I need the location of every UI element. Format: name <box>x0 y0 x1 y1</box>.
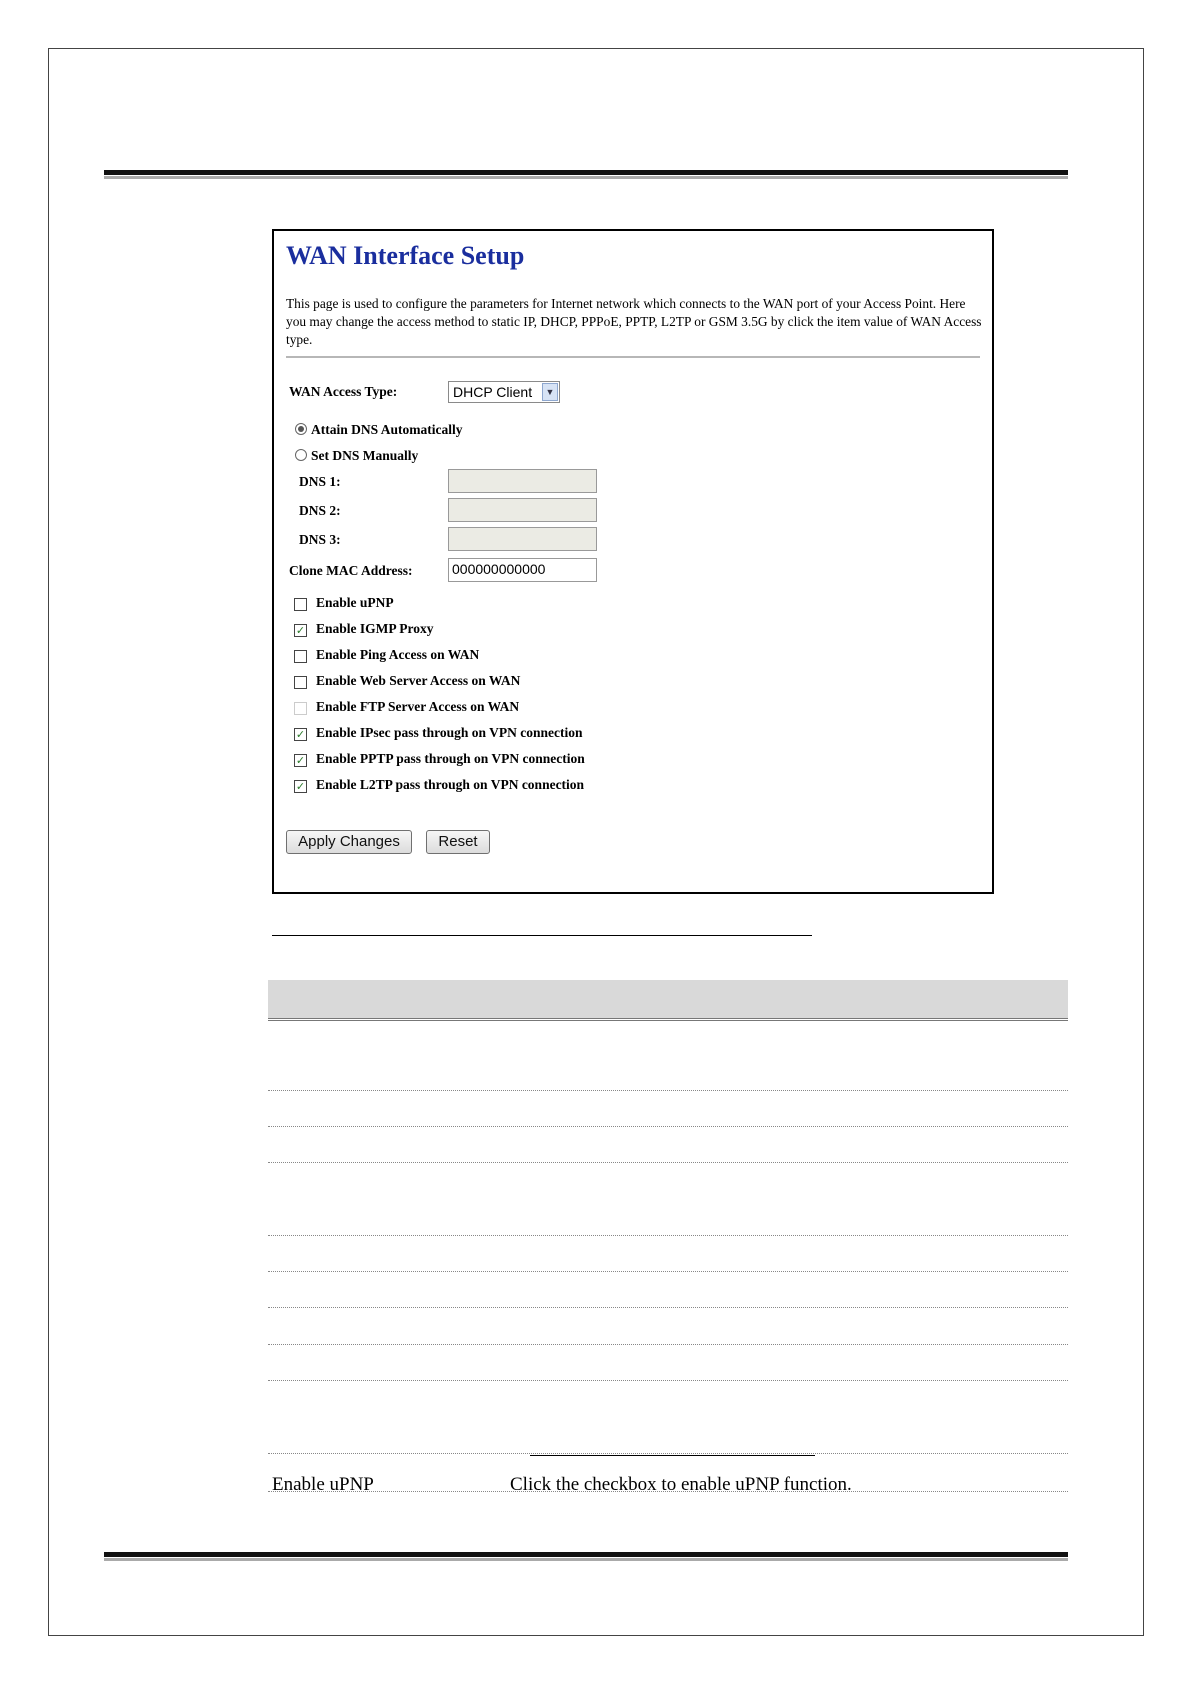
wan-setup-screenshot <box>272 229 994 894</box>
enable-igmp-proxy-label: Enable IGMP Proxy <box>316 621 434 636</box>
dns-manual-radio[interactable] <box>295 449 307 461</box>
dns2-input[interactable] <box>448 498 597 522</box>
table-rule <box>268 1126 1068 1127</box>
dns2-label: DNS 2: <box>299 503 341 518</box>
dns-auto-label: Attain DNS Automatically <box>311 422 463 437</box>
dns-auto-radio[interactable] <box>295 423 307 435</box>
wan-access-type-label: WAN Access Type: <box>289 384 398 399</box>
dns1-label: DNS 1: <box>299 474 341 489</box>
enable-ftp-server-wan-checkbox[interactable] <box>294 702 307 715</box>
wan-access-type-value: DHCP Client <box>453 384 533 400</box>
enable-upnp-checkbox[interactable] <box>294 598 307 611</box>
table-rule <box>268 1235 1068 1236</box>
chevron-down-icon[interactable]: ▼ <box>542 383 558 401</box>
enable-l2tp-passthrough-checkbox[interactable]: ✓ <box>295 780 306 793</box>
enable-l2tp-passthrough-label: Enable L2TP pass through on VPN connection <box>316 777 585 792</box>
enable-web-server-wan-checkbox[interactable] <box>294 676 307 689</box>
enable-ping-wan-checkbox[interactable] <box>294 650 307 663</box>
dns3-label: DNS 3: <box>299 532 341 547</box>
table-rule <box>268 1344 1068 1345</box>
enable-web-server-wan-label: Enable Web Server Access on WAN <box>316 673 521 688</box>
table-row-label: Enable uPNP <box>272 1474 374 1495</box>
apply-changes-button[interactable]: Apply Changes <box>286 830 412 854</box>
table-rule <box>268 1271 1068 1272</box>
reset-button[interactable]: Reset <box>426 830 490 854</box>
subheading-underline <box>530 1455 815 1456</box>
table-header <box>268 980 1068 1018</box>
enable-ftp-server-wan-label: Enable FTP Server Access on WAN <box>316 699 520 714</box>
enable-pptp-passthrough-label: Enable PPTP pass through on VPN connection <box>316 751 585 766</box>
enable-ipsec-passthrough-checkbox[interactable]: ✓ <box>295 728 306 741</box>
enable-igmp-proxy-checkbox[interactable]: ✓ <box>295 624 306 637</box>
clone-mac-label: Clone MAC Address: <box>289 563 413 578</box>
enable-ping-wan-label: Enable Ping Access on WAN <box>316 647 480 662</box>
table-rule <box>268 1491 1068 1492</box>
dns3-input[interactable] <box>448 527 597 551</box>
table-rule <box>268 1162 1068 1163</box>
caption-underline <box>272 935 812 936</box>
enable-pptp-passthrough-checkbox[interactable]: ✓ <box>295 754 306 767</box>
clone-mac-input[interactable]: 000000000000 <box>448 558 597 582</box>
wan-access-type-select[interactable] <box>448 381 560 403</box>
separator <box>286 356 980 358</box>
table-rule <box>268 1453 1068 1454</box>
table-row-description: Click the checkbox to enable uPNP function. <box>510 1474 852 1495</box>
table-rule <box>268 1090 1068 1091</box>
table-rule <box>268 1307 1068 1308</box>
table-rule <box>268 1380 1068 1381</box>
dns-manual-label: Set DNS Manually <box>311 448 419 463</box>
footer-rule <box>104 1552 1068 1562</box>
enable-upnp-label: Enable uPNP <box>316 595 394 610</box>
dns1-input[interactable] <box>448 469 597 493</box>
enable-ipsec-passthrough-label: Enable IPsec pass through on VPN connection <box>316 725 583 740</box>
page-description: This page is used to configure the parameters for Internet network which connects to the WAN port of your Access Point. Here you may change the access method to static IP, DHCP, PPPoE, PPTP, L2TP or GSM 3.5G by click the item value of WAN Access type. <box>286 296 982 347</box>
header-rule <box>104 170 1068 180</box>
page-title: WAN Interface Setup <box>286 241 525 270</box>
table-rule <box>268 1018 1068 1021</box>
